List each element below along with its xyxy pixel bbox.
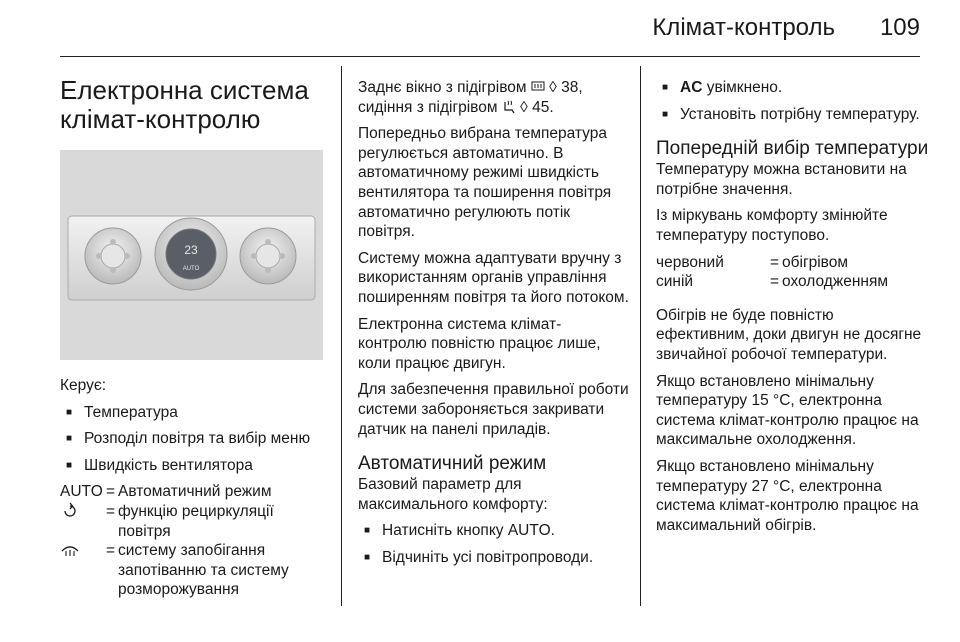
header-rule bbox=[60, 56, 920, 57]
list-item: ■ Установіть потрібну температуру. bbox=[656, 105, 931, 125]
page-number: 109 bbox=[879, 14, 920, 41]
section-title: Електронна система клімат-контролю bbox=[60, 75, 309, 134]
control-panel-illustration bbox=[60, 150, 323, 360]
svg-text:23: 23 bbox=[184, 243, 198, 257]
def-value: Автоматичний режим bbox=[118, 483, 272, 501]
paragraph: Якщо встановлено мінімальну температуру 27 °C, електронна система клімат-контролю працює на максимальний обігрів. bbox=[656, 457, 919, 534]
bullet-icon: ■ bbox=[662, 82, 669, 93]
bullet-icon: ■ bbox=[66, 433, 73, 445]
bullet-icon: ■ bbox=[66, 459, 73, 471]
paragraph: Базовий параметр для максимального комфорту: bbox=[358, 476, 548, 513]
bullet-icon: ■ bbox=[66, 406, 73, 418]
subsection-title: Попередній вибір температури bbox=[656, 138, 929, 160]
reference-arrow-icon: ◊ bbox=[549, 79, 557, 96]
paragraph: Із міркувань комфорту змінюйте температуру поступово. bbox=[656, 207, 888, 244]
def-eq: = bbox=[770, 273, 780, 291]
bullet-icon: ■ bbox=[364, 551, 371, 563]
def-value: обігрівом bbox=[782, 253, 848, 271]
def-value: систему запобігання запотіванню та систему розморожування bbox=[118, 542, 289, 599]
recirculation-icon bbox=[60, 502, 106, 541]
column-divider-2 bbox=[640, 66, 641, 606]
controls-label: Керує: bbox=[60, 377, 107, 394]
def-eq: = bbox=[770, 253, 780, 271]
def-key: червоний bbox=[656, 253, 724, 271]
paragraph: Систему можна адаптувати вручну з використанням органів управління поширенням повітря та його потоком. bbox=[358, 249, 629, 306]
def-eq: = bbox=[106, 542, 116, 560]
paragraph: Для забезпечення правильної роботи системи забороняється закривати датчик на панелі приладів. bbox=[358, 381, 629, 438]
column-2 bbox=[358, 78, 630, 574]
list-item: ■ Температура bbox=[60, 403, 330, 423]
paragraph: Температуру можна встановити на потрібне значення. bbox=[656, 161, 907, 198]
reference-arrow-icon: ◊ bbox=[520, 98, 528, 116]
def-eq: = bbox=[106, 483, 116, 501]
subsection-title: Автоматичний режим bbox=[358, 453, 547, 475]
heated-rear-window-icon bbox=[531, 80, 545, 94]
column-divider-1 bbox=[341, 66, 342, 606]
def-key: AUTO bbox=[60, 483, 103, 501]
header-title: Клімат-контроль bbox=[652, 14, 835, 41]
paragraph: Електронна система клімат-контролю повністю працює лише, коли працює двигун. bbox=[358, 315, 601, 372]
list-item: ■ Натисніть кнопку AUTO. bbox=[358, 521, 630, 541]
column-1 bbox=[60, 66, 330, 606]
paragraph: Заднє вікно з підігрівом ◊ 38, сидіння з підігрівом ◊ 45. bbox=[358, 79, 583, 116]
list-item: ■ Відчиніть усі повітропроводи. bbox=[358, 548, 630, 568]
list-item: ■ Швидкість вентилятора bbox=[60, 456, 330, 476]
heated-seat-icon bbox=[502, 100, 516, 114]
paragraph: Попередньо вибрана температура регулюється автоматично. В автоматичному режимі швидкість вентилятора та поширення повітря автоматично регулюють потік повітря. bbox=[358, 125, 612, 241]
paragraph: Обігрів не буде повністю ефективним, доки двигун не досягне звичайної робочої температури. bbox=[656, 306, 922, 363]
panel-auto-label: AUTO bbox=[182, 266, 200, 272]
list-item: ■ Розподіл повітря та вибір меню bbox=[60, 429, 330, 449]
bullet-icon: ■ bbox=[662, 108, 669, 120]
paragraph: Якщо встановлено мінімальну температуру 15 °C, електронна система клімат-контролю працює на максимальне охолодження. bbox=[656, 372, 919, 449]
column-3 bbox=[656, 78, 931, 542]
definition-list bbox=[60, 482, 330, 600]
def-eq: = bbox=[106, 502, 116, 520]
definition-list bbox=[656, 253, 931, 292]
def-key: синій bbox=[656, 273, 694, 291]
def-value: охолодженням bbox=[782, 273, 889, 291]
defrost-icon bbox=[60, 541, 106, 600]
def-value: функцію рециркуляції повітря bbox=[118, 502, 274, 540]
bullet-icon: ■ bbox=[364, 525, 371, 537]
control-panel-photo bbox=[60, 150, 323, 360]
list-item: ■ AC увімкнено. bbox=[656, 78, 931, 98]
